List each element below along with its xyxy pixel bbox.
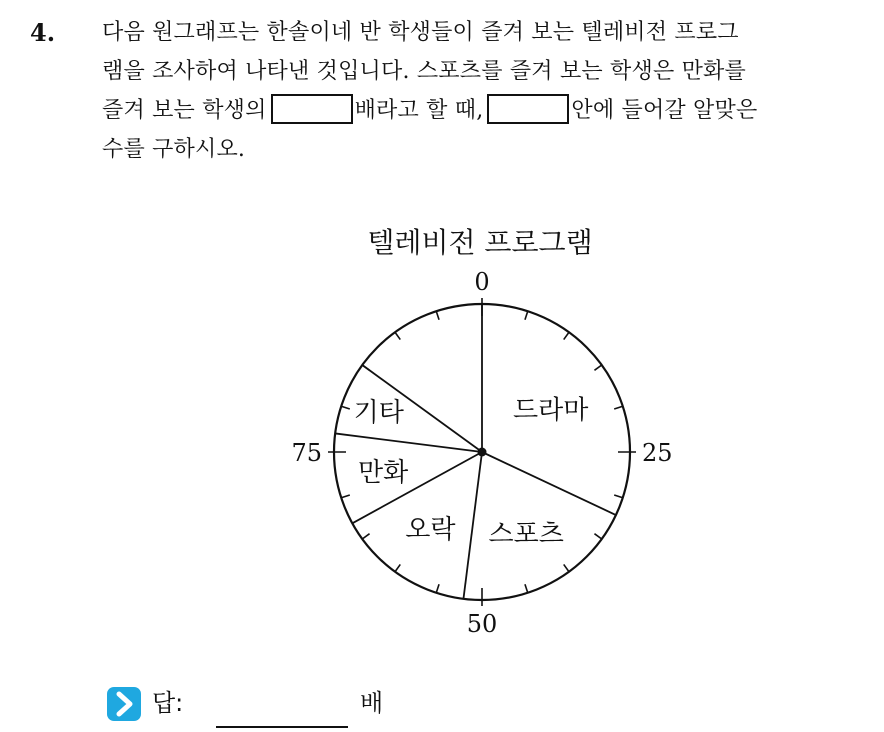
scale-tick xyxy=(564,564,569,571)
scale-tick xyxy=(525,584,528,593)
answer-label: 답: xyxy=(152,689,184,717)
scale-tick xyxy=(594,365,601,370)
slice-label: 드라마 xyxy=(513,395,589,426)
scale-label: 75 xyxy=(291,439,322,467)
scale-tick xyxy=(341,495,350,498)
scale-tick xyxy=(436,584,439,593)
answer-unit: 배 xyxy=(360,689,384,717)
scale-tick xyxy=(614,495,623,498)
question-line-3-part-c: 안에 들어갈 알맞은 xyxy=(571,98,758,123)
slice-boundary xyxy=(482,452,616,515)
scale-tick xyxy=(525,311,528,320)
answer-input-line[interactable] xyxy=(216,726,348,728)
chevron-right-icon xyxy=(106,686,142,722)
chart-title: 텔레비전 프로그램 xyxy=(367,226,593,259)
scale-tick xyxy=(395,332,400,339)
scale-tick xyxy=(564,332,569,339)
slice-label: 오락 xyxy=(405,514,456,545)
slice-boundary xyxy=(463,452,482,599)
question-line-3-part-a: 즐겨 보는 학생의 xyxy=(102,98,267,123)
question-line-3-part-b: 배라고 할 때, xyxy=(354,98,484,123)
slice-label: 만화 xyxy=(358,457,409,488)
scale-tick xyxy=(436,311,439,320)
scale-tick xyxy=(341,406,350,409)
answer-row xyxy=(106,684,506,724)
slice-label: 스포츠 xyxy=(488,519,564,550)
scale-label: 25 xyxy=(642,439,673,467)
question-number: 4. xyxy=(30,18,56,47)
question-line-2: 램을 조사하여 나타낸 것입니다. 스포츠를 즐겨 보는 학생은 만화를 xyxy=(102,59,746,84)
question-line-4: 수를 구하시오. xyxy=(102,137,246,162)
scale-tick xyxy=(395,564,400,571)
slice-label: 기타 xyxy=(353,398,404,429)
question-line-1: 다음 원그래프는 한솔이네 반 학생들이 즐겨 보는 텔레비전 프로그 xyxy=(102,20,739,45)
pie-center-dot xyxy=(478,448,487,457)
scale-tick xyxy=(362,534,369,539)
scale-tick xyxy=(594,534,601,539)
scale-label: 0 xyxy=(474,268,490,296)
scale-tick xyxy=(614,406,623,409)
pie-group xyxy=(291,268,672,638)
scale-label: 50 xyxy=(466,610,498,638)
